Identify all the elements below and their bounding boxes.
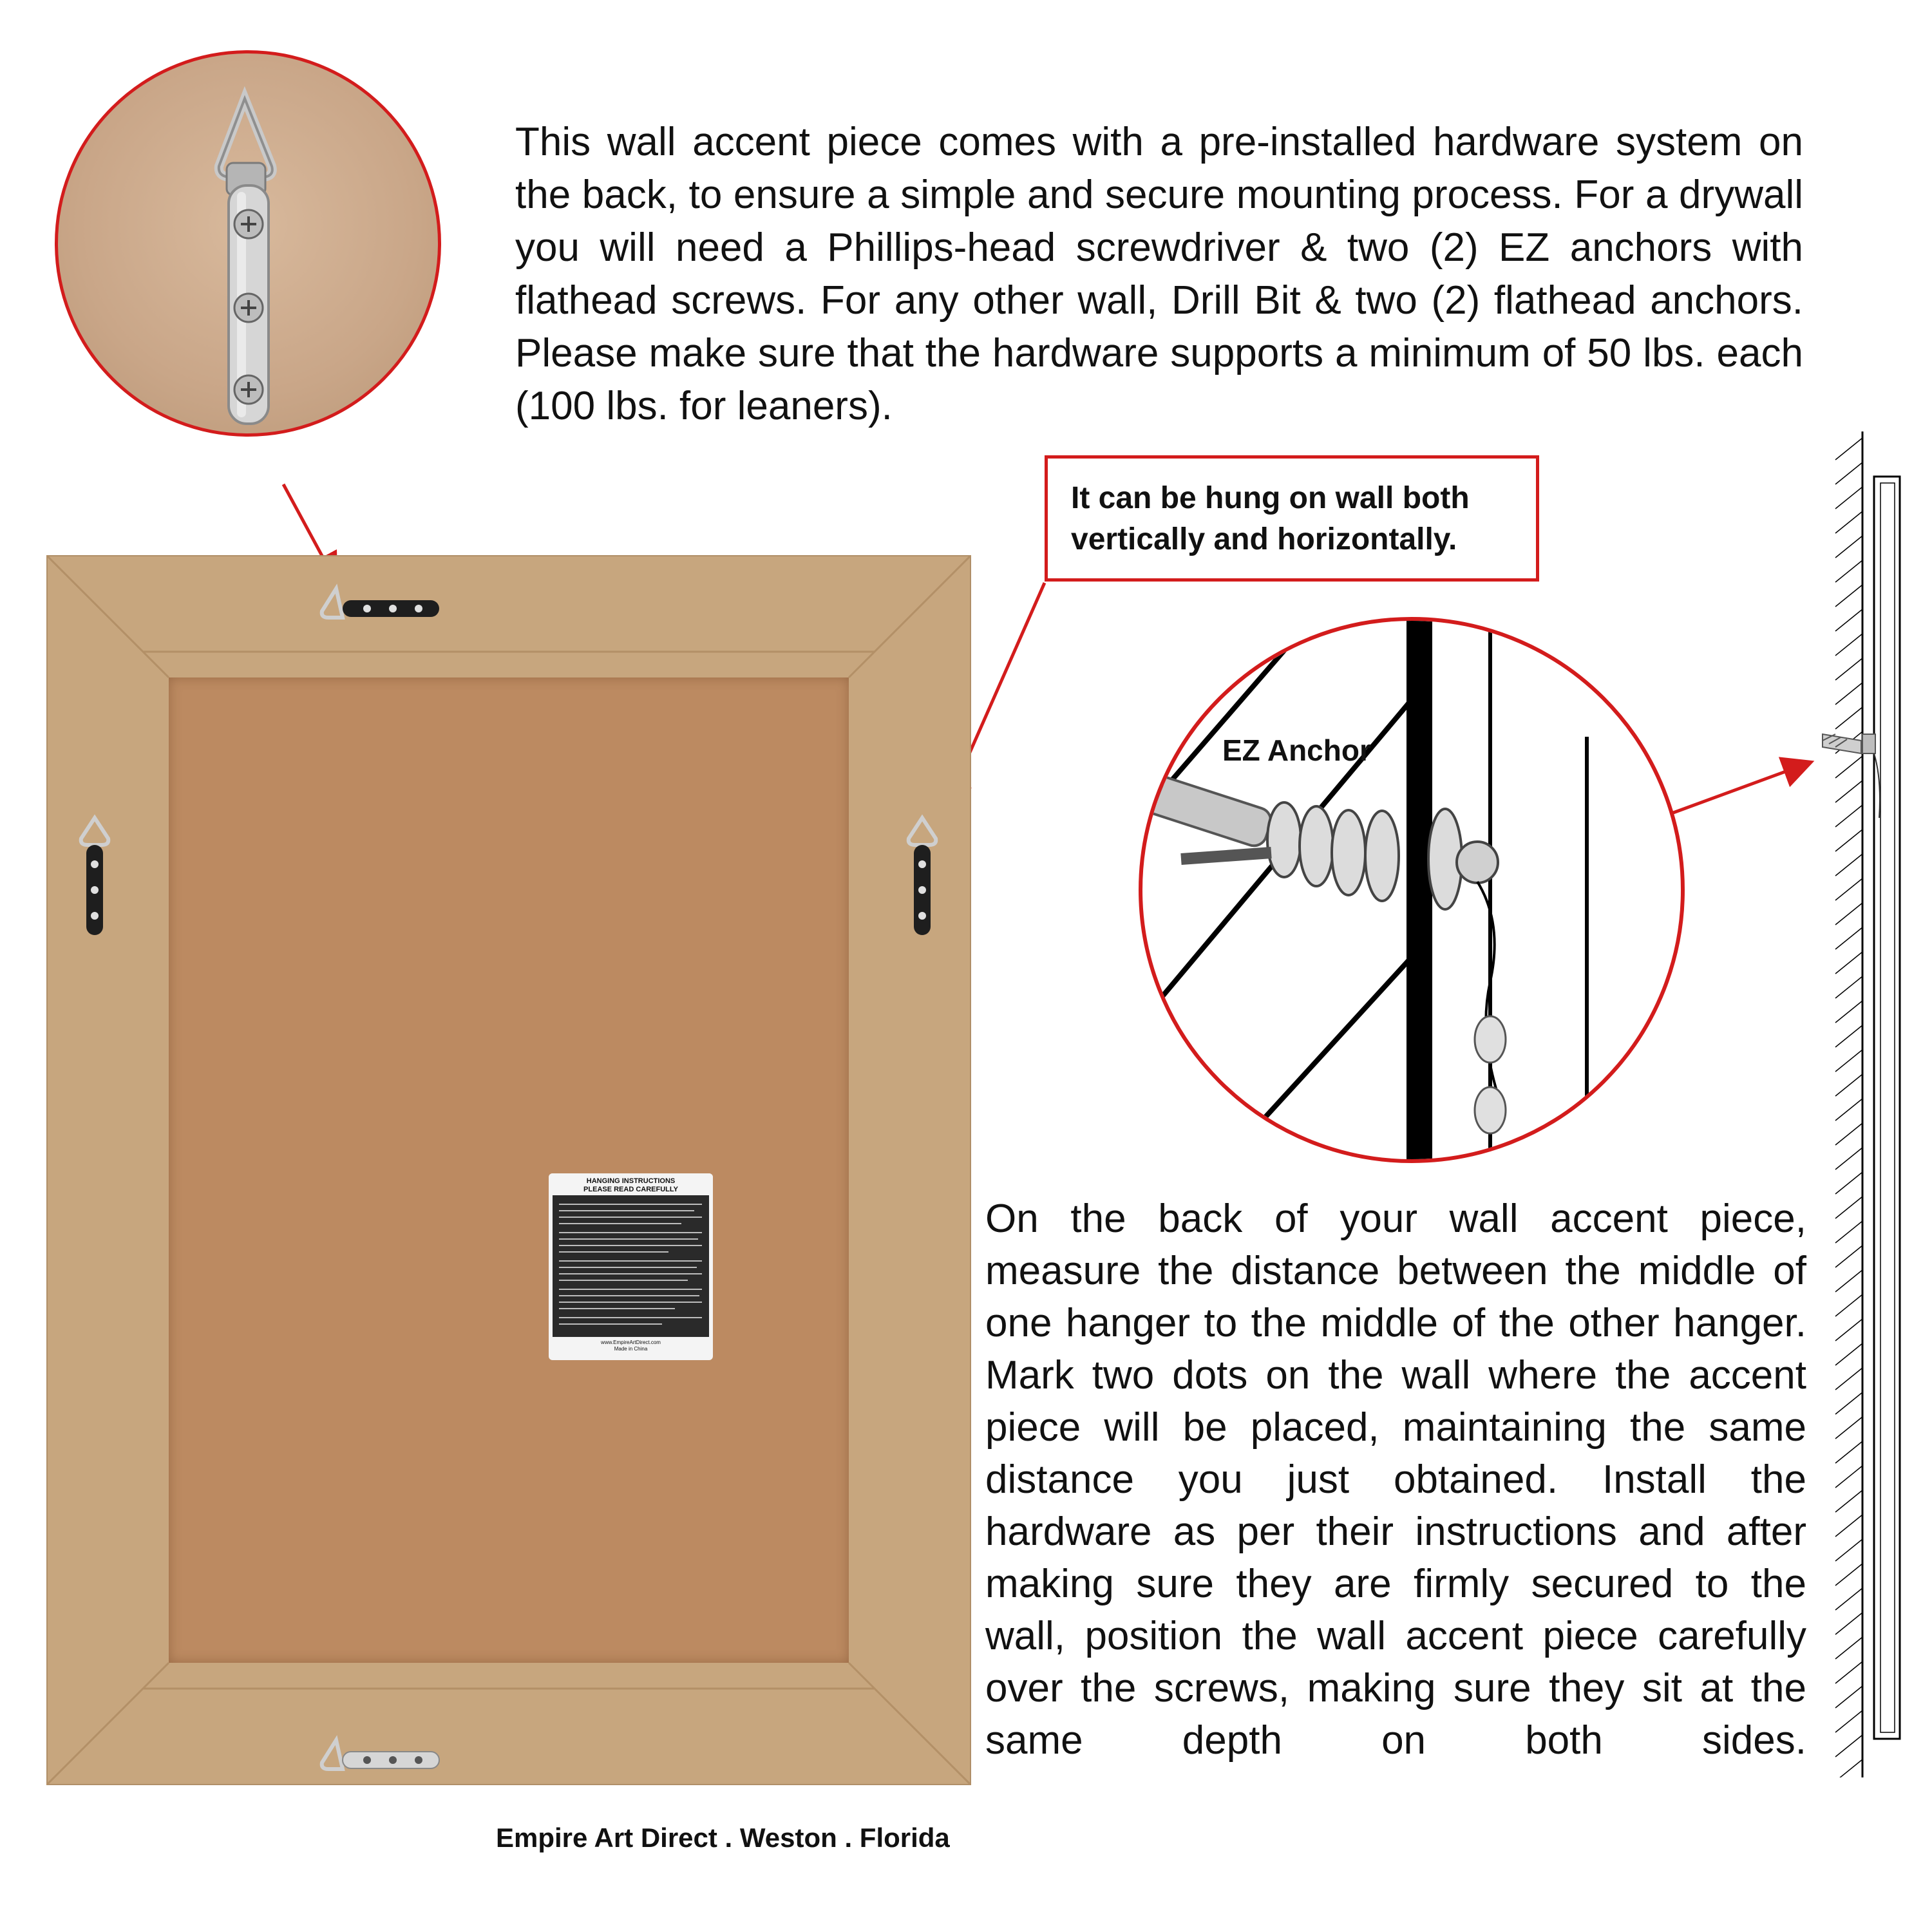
wall-hatch-line	[1835, 438, 1862, 460]
sticker-text-block	[553, 1195, 709, 1337]
wall-hatch-line	[1835, 854, 1862, 876]
wall-hatch-line	[1835, 1588, 1862, 1610]
right-hanger-icon	[900, 813, 945, 942]
wall-hatch-line	[1835, 1662, 1862, 1683]
wall-hatch-line	[1835, 1466, 1862, 1488]
wall-hatch-line	[1835, 1245, 1862, 1267]
ez-anchor-label: EZ Anchor	[1222, 734, 1371, 767]
wall-hatch-line	[1835, 1148, 1862, 1170]
anchor-magnifier	[1139, 617, 1685, 1163]
wall-hatch-line	[1835, 756, 1862, 778]
wall-hatch-line	[1835, 1294, 1862, 1316]
wall-hatch-line	[1835, 781, 1862, 802]
wall-hatch-line	[1835, 1441, 1862, 1463]
instructions-sticker	[549, 1173, 713, 1360]
wall-hatch-line	[1835, 536, 1862, 558]
wall-hatch-line	[1835, 976, 1862, 998]
company-footer: Empire Art Direct . Weston . Florida	[496, 1823, 950, 1853]
arrow-to-wall-anchor	[1668, 763, 1808, 815]
wall-hatch-line	[1835, 952, 1862, 974]
left-hanger-icon	[72, 813, 117, 942]
sticker-subheading: PLEASE READ CAREFULLY	[583, 1186, 678, 1193]
sticker-heading: HANGING INSTRUCTIONS	[586, 1177, 676, 1185]
ez-anchor-icon	[1142, 621, 1685, 1163]
wall-hatch-line	[1835, 1710, 1862, 1732]
wall-hatch-line	[1835, 1172, 1862, 1194]
wall-hatch-line	[1835, 878, 1862, 900]
wall-hatch-line	[1835, 634, 1862, 656]
wall-hatch-line	[1835, 511, 1862, 533]
wall-hatch-line	[1835, 1001, 1862, 1023]
intro-paragraph: This wall accent piece comes with a pre-installed hardware system on the back, to ensure a simple and secure mounting process. For a drywall you will need a Phillips-head screwdriver & two (2) EZ anchors with flathead screws. For any other wall, Drill Bit & two (2) flathead anchors. Please make sure that the hardware supports a minimum of 50 lbs. each (100 lbs. for leaners).	[515, 120, 1803, 428]
wall-hatch-line	[1835, 1686, 1862, 1708]
wall-hatch-line	[1835, 1613, 1862, 1634]
wall-hatch-line	[1835, 1074, 1862, 1096]
wall-hatch-line	[1835, 609, 1862, 631]
orientation-callout: It can be hung on wall both vertically and horizontally.	[1045, 455, 1539, 582]
wall-hatch-line	[1835, 1343, 1862, 1365]
wall-hatch-line	[1835, 1099, 1862, 1121]
wall-hatch-line	[1835, 829, 1862, 851]
wall-hatch-line	[1835, 1392, 1862, 1414]
mounting-instructions-paragraph: On the back of your wall accent piece, measure the distance between the middle of one hanger to the middle of the other hanger. Mark two dots on the wall where the accent piece will be placed, maintaining the same distance you just obtained. Install the hardware as per their instructions and after making sure they are firmly secured to the wall, position the wall accent piece carefully over the screws, making sure they sit at the same depth on both sides.	[985, 1197, 1806, 1763]
wall-hatch-line	[1835, 658, 1862, 680]
wall-hatch-line	[1835, 927, 1862, 949]
wall-hatch-line	[1835, 1564, 1862, 1586]
wall-hatch-line	[1835, 462, 1862, 484]
wall-hatch-line	[1835, 1050, 1862, 1072]
wall-hatch-line	[1835, 1319, 1862, 1341]
wall-hatch-line	[1835, 487, 1862, 509]
wall-hatch-line	[1835, 903, 1862, 925]
wall-side-diagram	[1810, 431, 1913, 1777]
wall-hatch-line	[1835, 1490, 1862, 1512]
frame-backing-board	[169, 677, 849, 1663]
wall-hatch-line	[1835, 805, 1862, 827]
top-hanger-icon	[317, 582, 446, 627]
bottom-hanger-icon	[317, 1734, 446, 1779]
wall-hatch-line	[1835, 1417, 1862, 1439]
wall-screw-icon	[1823, 734, 1880, 818]
wall-hatch-line	[1835, 707, 1862, 729]
wall-hatch-line	[1835, 1270, 1862, 1292]
wall-hatch-line	[1835, 1515, 1862, 1537]
wall-hatch-line	[1835, 1539, 1862, 1561]
wall-hatch-line	[1835, 1025, 1862, 1047]
wall-hatch-line	[1835, 1123, 1862, 1145]
wall-hatch-line	[1835, 1637, 1862, 1659]
wall-hatch-line	[1835, 1221, 1862, 1243]
frame-back	[46, 555, 971, 1785]
sticker-website: www.EmpireArtDirect.com	[601, 1340, 661, 1345]
sticker-origin: Made in China	[614, 1346, 648, 1352]
wall-hatch-line	[1835, 1759, 1862, 1777]
wall-hatch-line	[1835, 683, 1862, 705]
wall-hatch-line	[1835, 1735, 1862, 1757]
wall-hatch-line	[1835, 585, 1862, 607]
wall-hatch-line	[1835, 1197, 1862, 1218]
wall-hatch-line	[1835, 1368, 1862, 1390]
wall-hatch-line	[1835, 560, 1862, 582]
